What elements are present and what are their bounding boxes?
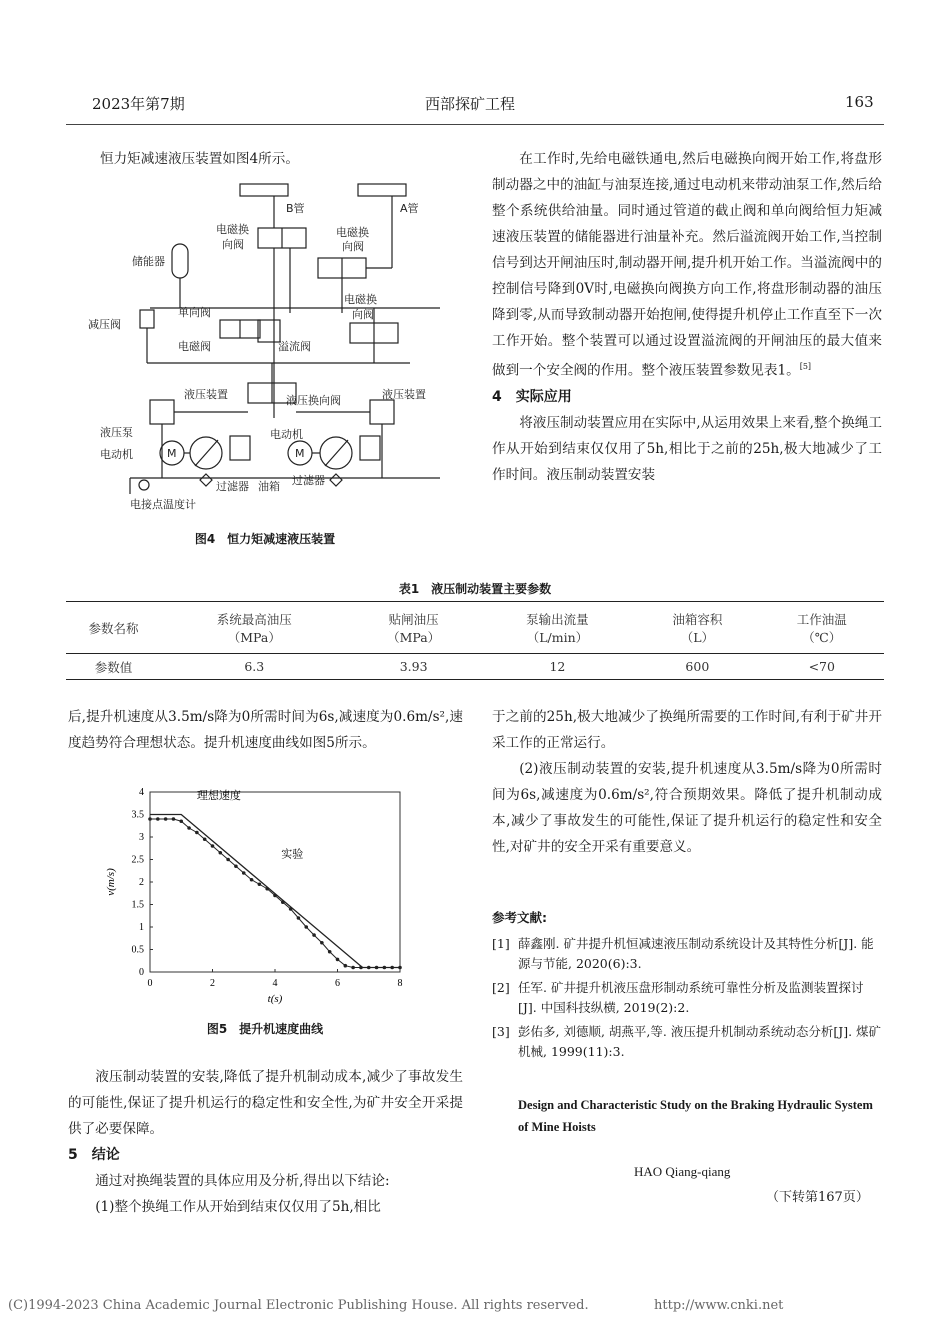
label-filter-left: 过滤器 (216, 480, 249, 493)
reference-item (492, 978, 882, 1018)
ref-num: [2] (492, 980, 510, 995)
references (492, 908, 882, 1066)
label-hyd-device-left: 液压装置 (184, 388, 228, 401)
experiment-point (234, 864, 238, 868)
experiment-point (203, 837, 207, 841)
experiment-point (187, 826, 191, 830)
experiment-point (156, 817, 160, 821)
experiment-point (265, 887, 269, 891)
experiment-point (312, 933, 316, 937)
reference-item (492, 934, 882, 974)
value-2: 12 (549, 659, 566, 674)
section-4-text: 将液压制动装置应用在实际中,从运用效果上来看,整个换绳工作从开始到结束仅仅用了5h,相比于之前的25h,极大地减少了工作时间。液压制动装置安装 (492, 414, 882, 483)
experiment-point (172, 817, 176, 821)
experiment-point (375, 966, 379, 970)
col-3-unit: （L） (680, 629, 714, 645)
right-column-top (492, 146, 882, 488)
col-2-name: 泵输出流量 (526, 611, 589, 627)
label-valve-right-2: 向阀 (342, 240, 364, 253)
ref-text: 任军. 矿井提升机液压盘形制动系统可靠性分析及监测装置探讨[J]. 中国科技纵横, 2019(2):2. (518, 980, 864, 1015)
x-tick-label: 2 (210, 978, 215, 989)
table-value-row (66, 654, 884, 680)
col-2-unit: （L/min） (526, 629, 589, 645)
experiment-point (226, 858, 230, 862)
col-0 (161, 602, 348, 654)
experiment-point (242, 871, 246, 875)
y-tick-label: 2 (139, 877, 144, 888)
label-accumulator: 储能器 (132, 255, 165, 268)
english-title: Design and Characteristic Study on the Braking Hydraulic System of Mine Hoists (518, 1098, 873, 1134)
label-valve-left-2: 向阀 (222, 238, 244, 251)
col-0-name: 系统最高油压 (216, 611, 292, 627)
brake-cylinder-a (358, 184, 406, 196)
label-reducing-valve: 减压阀 (88, 318, 121, 331)
experiment-point (344, 964, 348, 968)
label-check-valve: 单向阀 (178, 306, 211, 319)
experiment-point (398, 966, 402, 970)
table-1-title: 表1 液压制动装置主要参数 (398, 582, 552, 596)
section-5-item-1: (1)整个换绳工作从开始到结束仅仅用了5h,相比 (95, 1199, 381, 1215)
experiment-point (320, 941, 324, 945)
cnki-url[interactable]: http://www.cnki.net (654, 1298, 784, 1313)
experiment-point (258, 882, 262, 886)
experiment-point (289, 907, 293, 911)
author-name: HAO Qiang-qiang (634, 1164, 731, 1179)
y-tick-label: 4 (139, 787, 144, 798)
experiment-point (367, 966, 371, 970)
label-motor-right: 电动机 (270, 428, 303, 441)
experiment-point (297, 916, 301, 920)
copyright-footer: (C)1994-2023 China Academic Journal Electronic Publishing House. All rights reserved. (8, 1298, 589, 1313)
accumulator-symbol (172, 244, 188, 278)
y-tick-label: 1 (139, 922, 144, 933)
label-relief-valve: 溢流阀 (278, 340, 311, 353)
left-mid-text (68, 704, 463, 756)
left-mid-paragraph: 后,提升机速度从3.5m/s降为0所需时间为6s,减速度为0.6m/s²,速度趋势符合理想状态。提升机速度曲线如图5所示。 (68, 709, 463, 751)
references-title: 参考文献: (492, 910, 547, 925)
col-1 (348, 602, 480, 654)
x-tick-label: 4 (272, 978, 278, 989)
label-valve-right2-2: 向阀 (352, 308, 374, 321)
label-valve-left-1: 电磁换 (216, 223, 249, 236)
journal-issue: 2023年第7期 (92, 95, 185, 113)
x-axis-label: t(s) (267, 993, 283, 1005)
label-valve-right2-1: 电磁换 (344, 293, 377, 306)
figure-5-chart (100, 782, 420, 1022)
x-tick-label: 0 (147, 978, 153, 989)
col-3-name: 油箱容积 (672, 611, 723, 627)
y-tick-label: 3 (139, 832, 144, 843)
y-tick-label: 0.5 (131, 944, 144, 956)
label-solenoid-valve: 电磁阀 (178, 340, 211, 353)
label-hyd-device-right: 液压装置 (382, 388, 426, 401)
col-1-name: 贴闸油压 (388, 611, 439, 627)
y-tick-label: 0 (139, 967, 144, 978)
experiment-point (273, 894, 277, 898)
journal-name: 西部探矿工程 (425, 95, 516, 113)
y-tick-label: 1.5 (131, 899, 144, 911)
continued-note: （下转第167页） (766, 1190, 869, 1205)
section-5-title: 5 结论 (68, 1147, 120, 1163)
section-4-title: 4 实际应用 (492, 388, 572, 405)
ref-text: 彭佑多, 刘德顺, 胡燕平,等. 液压提升机制动系统动态分析[J]. 煤矿机械, 1999(11):3. (518, 1024, 882, 1059)
experiment-point (195, 831, 199, 835)
value-1: 3.93 (399, 659, 428, 674)
experiment-point (304, 925, 308, 929)
label-motor-left: 电动机 (100, 448, 133, 461)
header-label: 参数名称 (88, 620, 139, 636)
right-paragraph-1: 在工作时,先给电磁铁通电,然后电磁换向阀开始工作,将盘形制动器之中的油缸与油泵连接,通过电动机来带动油泵工作,然后给整个系统供给油量。同时通过管道的截止阀和单向阀给恒力矩减速液压装置的储能器进行油量补充。然后溢流阀开始工作,当控制信号到达开闸油压时,制动器开闸,提升机开始工作。当溢流阀中的控制信号降到0V时,电磁换向阀换方向工作,将盘形制动器的油压降到零,从而导致制动器开始抱闸,使得提升机停止工作直至下一次工作开始。整个装置可以通过设置溢流阀的开闸油压的最大值来做到一个安全阀的作用。整个液压装置参数见表1。[5] (492, 151, 882, 379)
section-5-intro: 通过对换绳装置的具体应用及分析,得出以下结论: (95, 1173, 390, 1189)
label-a-pipe: A管 (400, 202, 419, 215)
label-filter-right: 过滤器 (292, 474, 325, 487)
legend-ideal: 理想速度 (196, 788, 241, 802)
col-3 (635, 602, 759, 654)
intro-line: 恒力矩减速液压装置如图4所示。 (100, 151, 299, 167)
figure-4-caption: 图4 恒力矩减速液压装置 (194, 532, 336, 546)
col-1-unit: （MPa） (387, 629, 441, 645)
experiment-point (359, 966, 363, 970)
label-valve-right-1: 电磁换 (336, 226, 369, 239)
col-4 (760, 602, 884, 654)
col-4-name: 工作油温 (796, 611, 847, 627)
table-header-row (66, 602, 884, 654)
y-axis-label: v(m/s) (105, 868, 117, 896)
experiment-point (211, 844, 215, 848)
left-intro-text (100, 146, 480, 172)
value-4: <70 (808, 659, 835, 674)
ref-num: [1] (492, 936, 510, 951)
experiment-point (383, 966, 387, 970)
col-2 (480, 602, 635, 654)
left-bottom-paragraph: 液压制动装置的安装,降低了提升机制动成本,减少了事故发生的可能性,保证了提升机运行的稳定性和安全性,为矿井安全开采提供了必要保障。 (68, 1069, 463, 1137)
right-mid-paragraph-1: 于之前的25h,极大地减少了换绳所需要的工作时间,有利于矿井开采工作的正常运行。 (492, 709, 882, 751)
value-0: 6.3 (244, 659, 265, 674)
experiment-point (250, 878, 254, 882)
experiment-point (328, 950, 332, 954)
ref-text: 薛鑫刚. 矿井提升机恒减速液压制动系统设计及其特性分析[J]. 能源与节能, 2020(6):3. (518, 936, 874, 971)
citation-5: [5] (799, 362, 812, 371)
left-bottom-text (68, 1064, 463, 1220)
label-pump: 液压泵 (100, 426, 133, 439)
thermometer-symbol (139, 480, 149, 490)
header-rule (66, 124, 884, 125)
y-tick-label: 3.5 (131, 809, 144, 821)
experiment-point (281, 900, 285, 904)
figure-4-hydraulic-diagram (80, 178, 490, 523)
experiment-point (219, 851, 223, 855)
label-tank: 油箱 (258, 480, 280, 493)
series-ideal-line (150, 815, 400, 968)
label-b-pipe: B管 (286, 202, 305, 215)
experiment-point (351, 966, 355, 970)
figure-5-caption: 图5 提升机速度曲线 (206, 1022, 324, 1036)
col-4-unit: （℃） (802, 629, 842, 645)
label-m-left: M (167, 447, 177, 460)
experiment-point (390, 966, 394, 970)
page-number: 163 (845, 93, 874, 111)
table-1 (66, 601, 884, 680)
reference-item (492, 1022, 882, 1062)
legend-experiment: 实验 (281, 847, 304, 861)
value-3: 600 (685, 659, 710, 674)
y-tick-label: 2.5 (131, 854, 144, 866)
experiment-point (336, 958, 340, 962)
ref-num: [3] (492, 1024, 510, 1039)
right-mid-paragraph-2: (2)液压制动装置的安装,提升机速度从3.5m/s降为0所需时间为6s,减速度为0.6m/s²,符合预期效果。降低了提升机制动成本,减少了事故发生的可能性,保证了提升机运行的稳定性和安全性,对矿井的安全开采有重要意义。 (492, 761, 882, 855)
label-thermometer: 电接点温度计 (130, 498, 196, 511)
value-label: 参数值 (94, 659, 133, 675)
label-m-right: M (295, 447, 305, 460)
experiment-point (164, 817, 168, 821)
experiment-point (179, 819, 183, 823)
col-0-unit: （MPa） (227, 629, 281, 645)
x-tick-label: 8 (397, 978, 403, 989)
x-tick-label: 6 (335, 978, 340, 989)
label-hyd-reversing: 液压换向阀 (286, 394, 341, 407)
brake-cylinder-b (240, 184, 288, 196)
right-mid-text (492, 704, 882, 860)
experiment-point (148, 817, 152, 821)
